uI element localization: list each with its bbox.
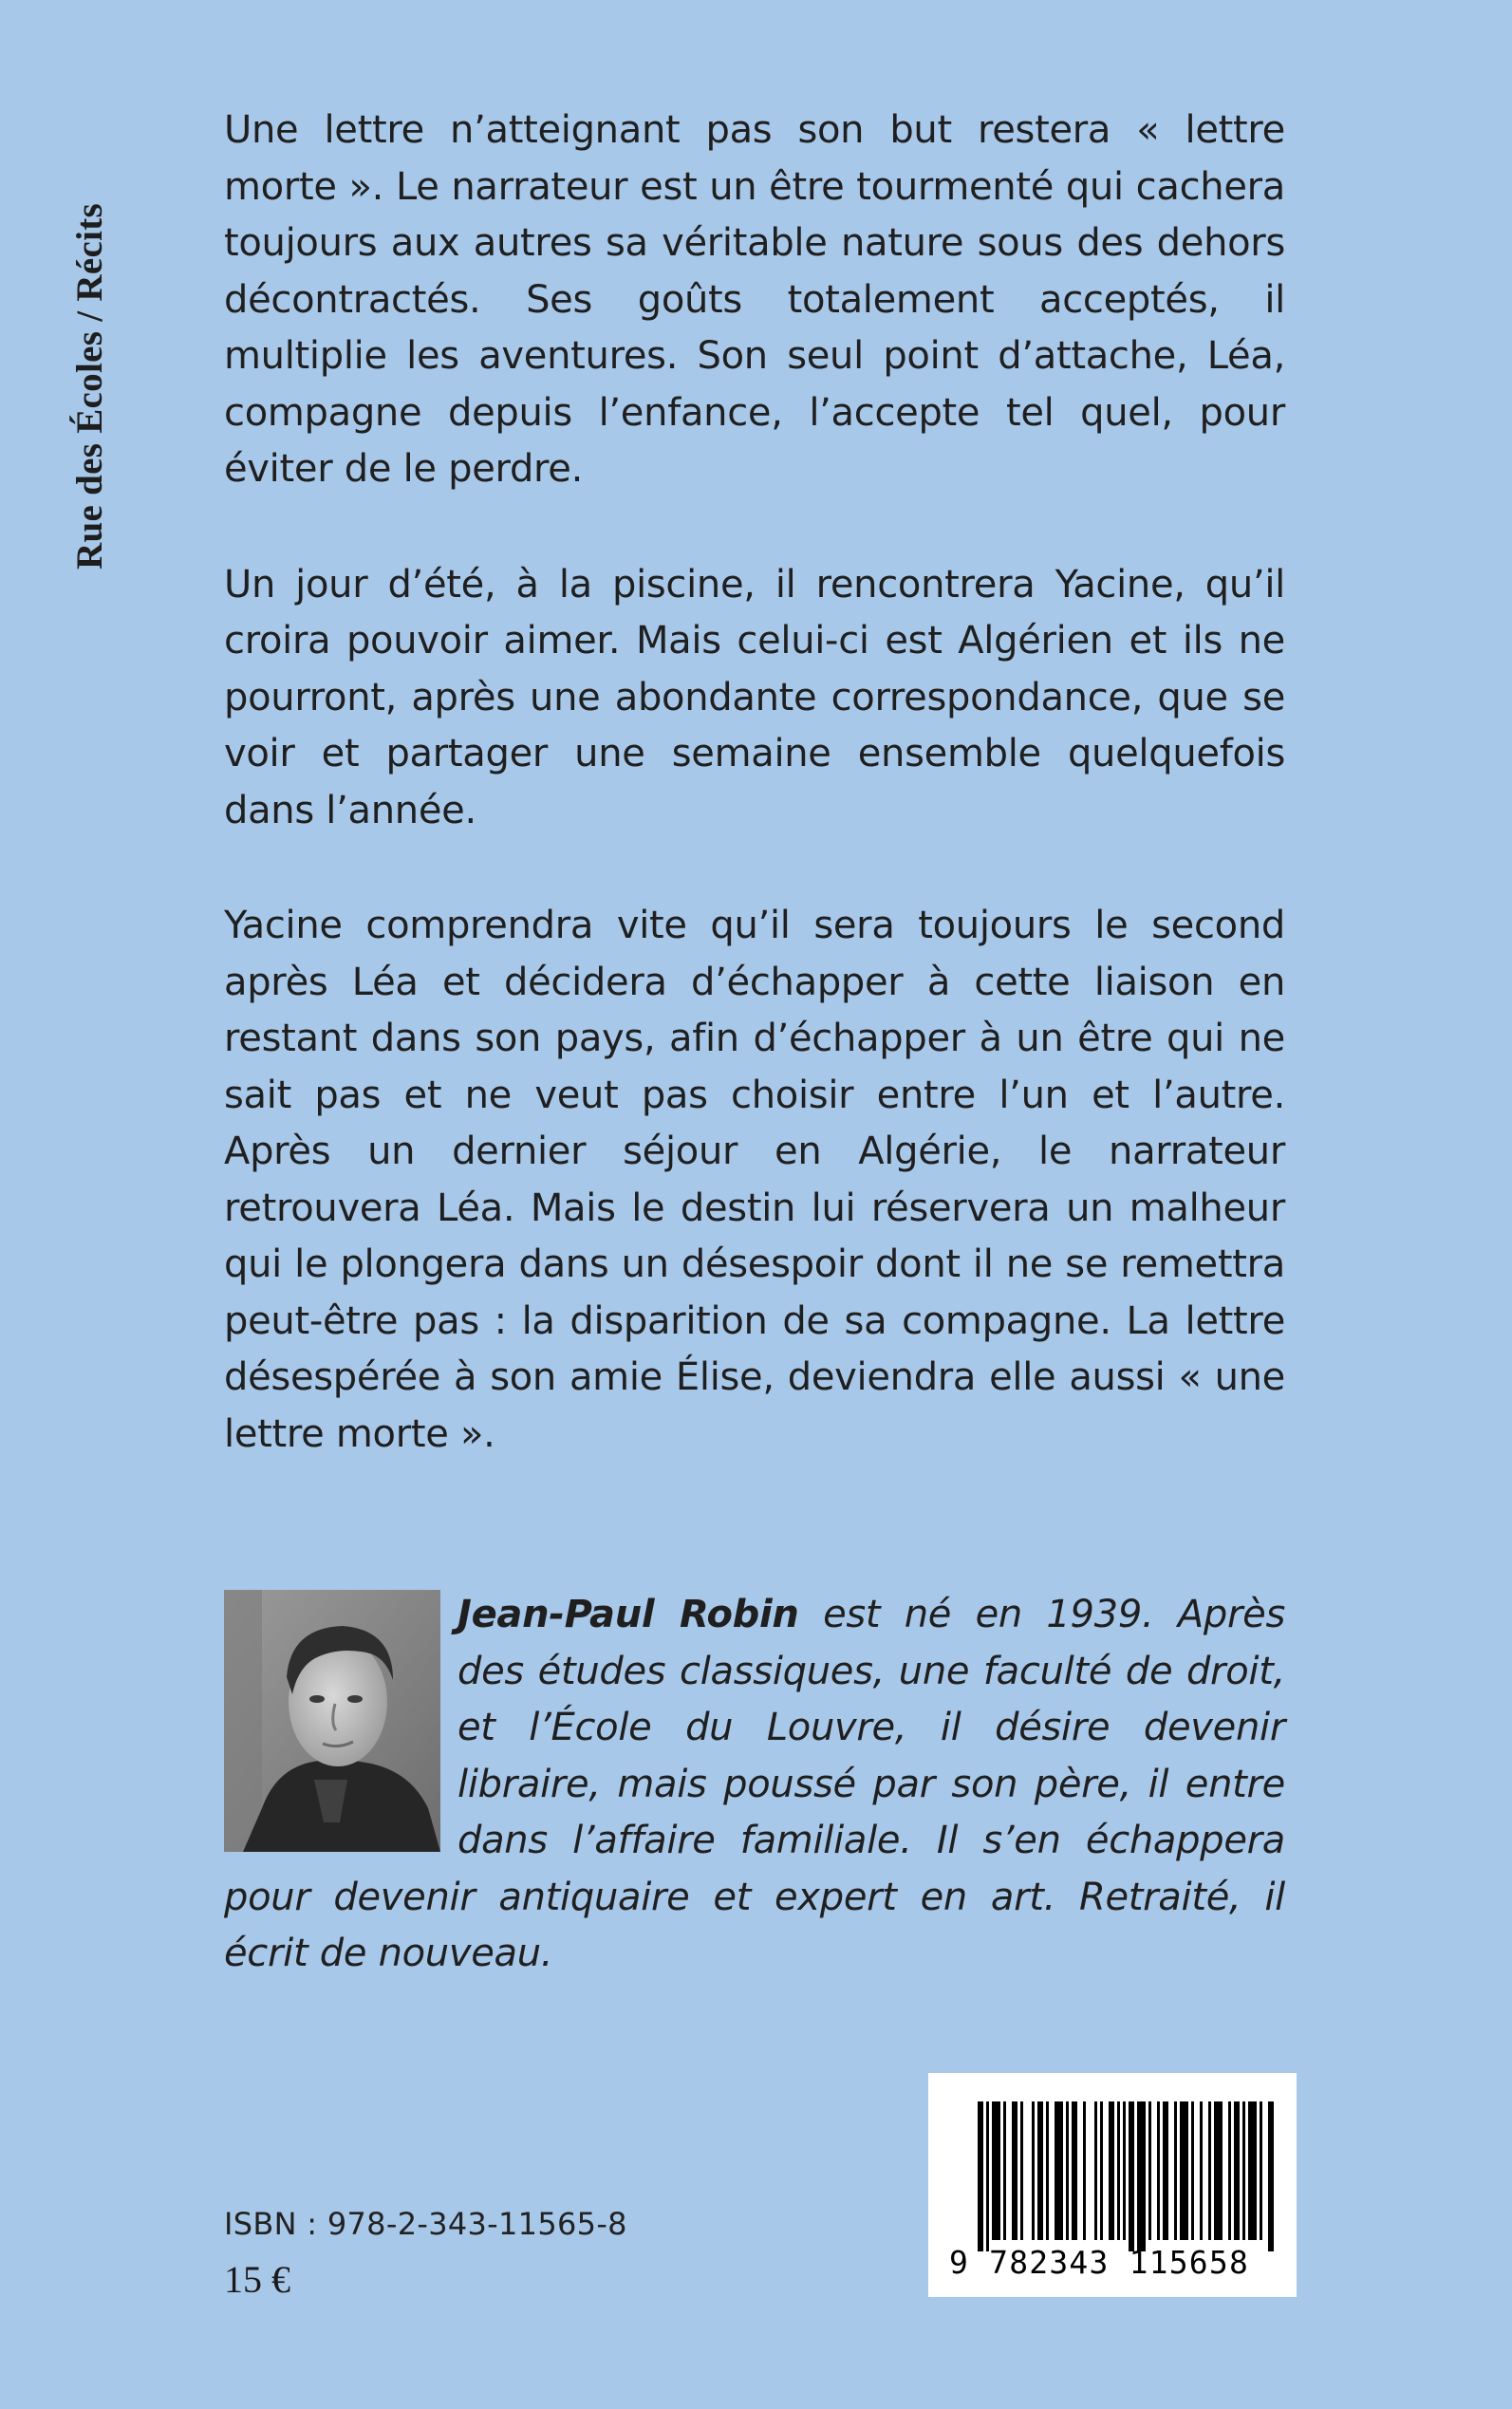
barcode-bar xyxy=(1072,2101,1077,2240)
barcode-bar xyxy=(1094,2101,1097,2240)
barcode-bar xyxy=(1037,2101,1043,2240)
barcode-bar xyxy=(1129,2101,1134,2251)
barcode-bar xyxy=(1012,2101,1017,2240)
barcode-bar xyxy=(1117,2101,1120,2240)
author-bio-text: est né en 1939. Après des études classiques, une faculté de droit, et l’École du Louvre, il désire devenir libraire, mais poussé par son père, il entre dans l’affaire familiale. Il s’en échappera pour devenir antiquaire et expert en art. Retraité, il écrit de nouveau. xyxy=(224,1593,1285,1975)
synopsis-paragraph: Un jour d’été, à la piscine, il rencontrera Yacine, qu’il croira pouvoir aimer. Mais celui-ci est Algérien et ils ne pourront, après une abondante correspondance, que se voir et partager une semaine ensemble quelquefois dans l’année. xyxy=(224,562,1285,832)
barcode-bar xyxy=(1268,2101,1274,2251)
barcode-bar xyxy=(1020,2101,1023,2240)
barcode-bar xyxy=(1208,2101,1211,2240)
barcode-bar xyxy=(1066,2101,1069,2240)
barcode-digits: 9 782343 115658 xyxy=(949,2244,1250,2281)
barcode-bar xyxy=(1157,2101,1160,2240)
barcode-bar xyxy=(1214,2101,1223,2240)
barcode-bar xyxy=(1032,2101,1035,2240)
author-bio xyxy=(224,1587,1285,1983)
barcode-bar xyxy=(1163,2101,1168,2240)
barcode-bar xyxy=(1191,2101,1194,2240)
barcode-bar xyxy=(1234,2101,1240,2240)
barcode-bar xyxy=(1003,2101,1006,2240)
barcode-bar xyxy=(1248,2101,1257,2240)
barcode-bar xyxy=(1200,2101,1203,2240)
barcode-bar xyxy=(1242,2101,1245,2240)
barcode-bar xyxy=(1083,2101,1086,2240)
synopsis-paragraph: Yacine comprendra vite qu’il sera toujours le second après Léa et décidera d’échapper à cette liaison en restant dans son pays, afin d’échapper à un être qui ne sait pas et ne veut pas choisir entre l’un et l’autre. Après un dernier séjour en Algérie, le narrateur retrouvera Léa. Mais le destin lui réservera un malheur qui le plongera dans un désespoir dont il ne se remettra peut-être pas : la disparition de sa compagne. La lettre désespérée à son amie Élise, deviendra elle aussi « une lettre morte ». xyxy=(224,904,1285,1456)
price: 15 € xyxy=(224,2258,290,2301)
series-label: Rue des Écoles / Récits xyxy=(69,202,110,570)
barcode-bar xyxy=(1228,2101,1231,2240)
synopsis-paragraph: Une lettre n’atteignant pas son but restera « lettre morte ». Le narrateur est un être tourmenté qui cachera toujours aux autres sa véritable nature sous des dehors décontractés. Ses goûts totalement acceptés, il multiplie les aventures. Son seul point d’attache, Léa, compagne depuis l’enfance, l’accepte tel quel, pour éviter de le perdre. xyxy=(224,108,1285,491)
author-name: Jean-Paul Robin xyxy=(457,1593,799,1636)
barcode-bar xyxy=(1137,2101,1146,2251)
barcode-bar xyxy=(986,2101,989,2251)
isbn: ISBN : 978-2-343-11565-8 xyxy=(224,2206,627,2242)
barcode-bar xyxy=(1100,2101,1103,2240)
barcode-bar xyxy=(1148,2101,1151,2240)
barcode-bar xyxy=(1109,2101,1114,2240)
barcode-bar xyxy=(1046,2101,1049,2240)
barcode-bar xyxy=(978,2101,983,2251)
barcode-bar xyxy=(992,2101,1000,2240)
barcode-bar xyxy=(1123,2101,1126,2240)
author-photo xyxy=(224,1590,440,1852)
barcode-bar xyxy=(1055,2101,1063,2240)
synopsis xyxy=(224,103,1285,1463)
barcode-bar xyxy=(1180,2101,1188,2240)
barcode xyxy=(928,2073,1297,2297)
barcode-bar xyxy=(1174,2101,1177,2240)
barcode-bar xyxy=(1260,2101,1262,2240)
